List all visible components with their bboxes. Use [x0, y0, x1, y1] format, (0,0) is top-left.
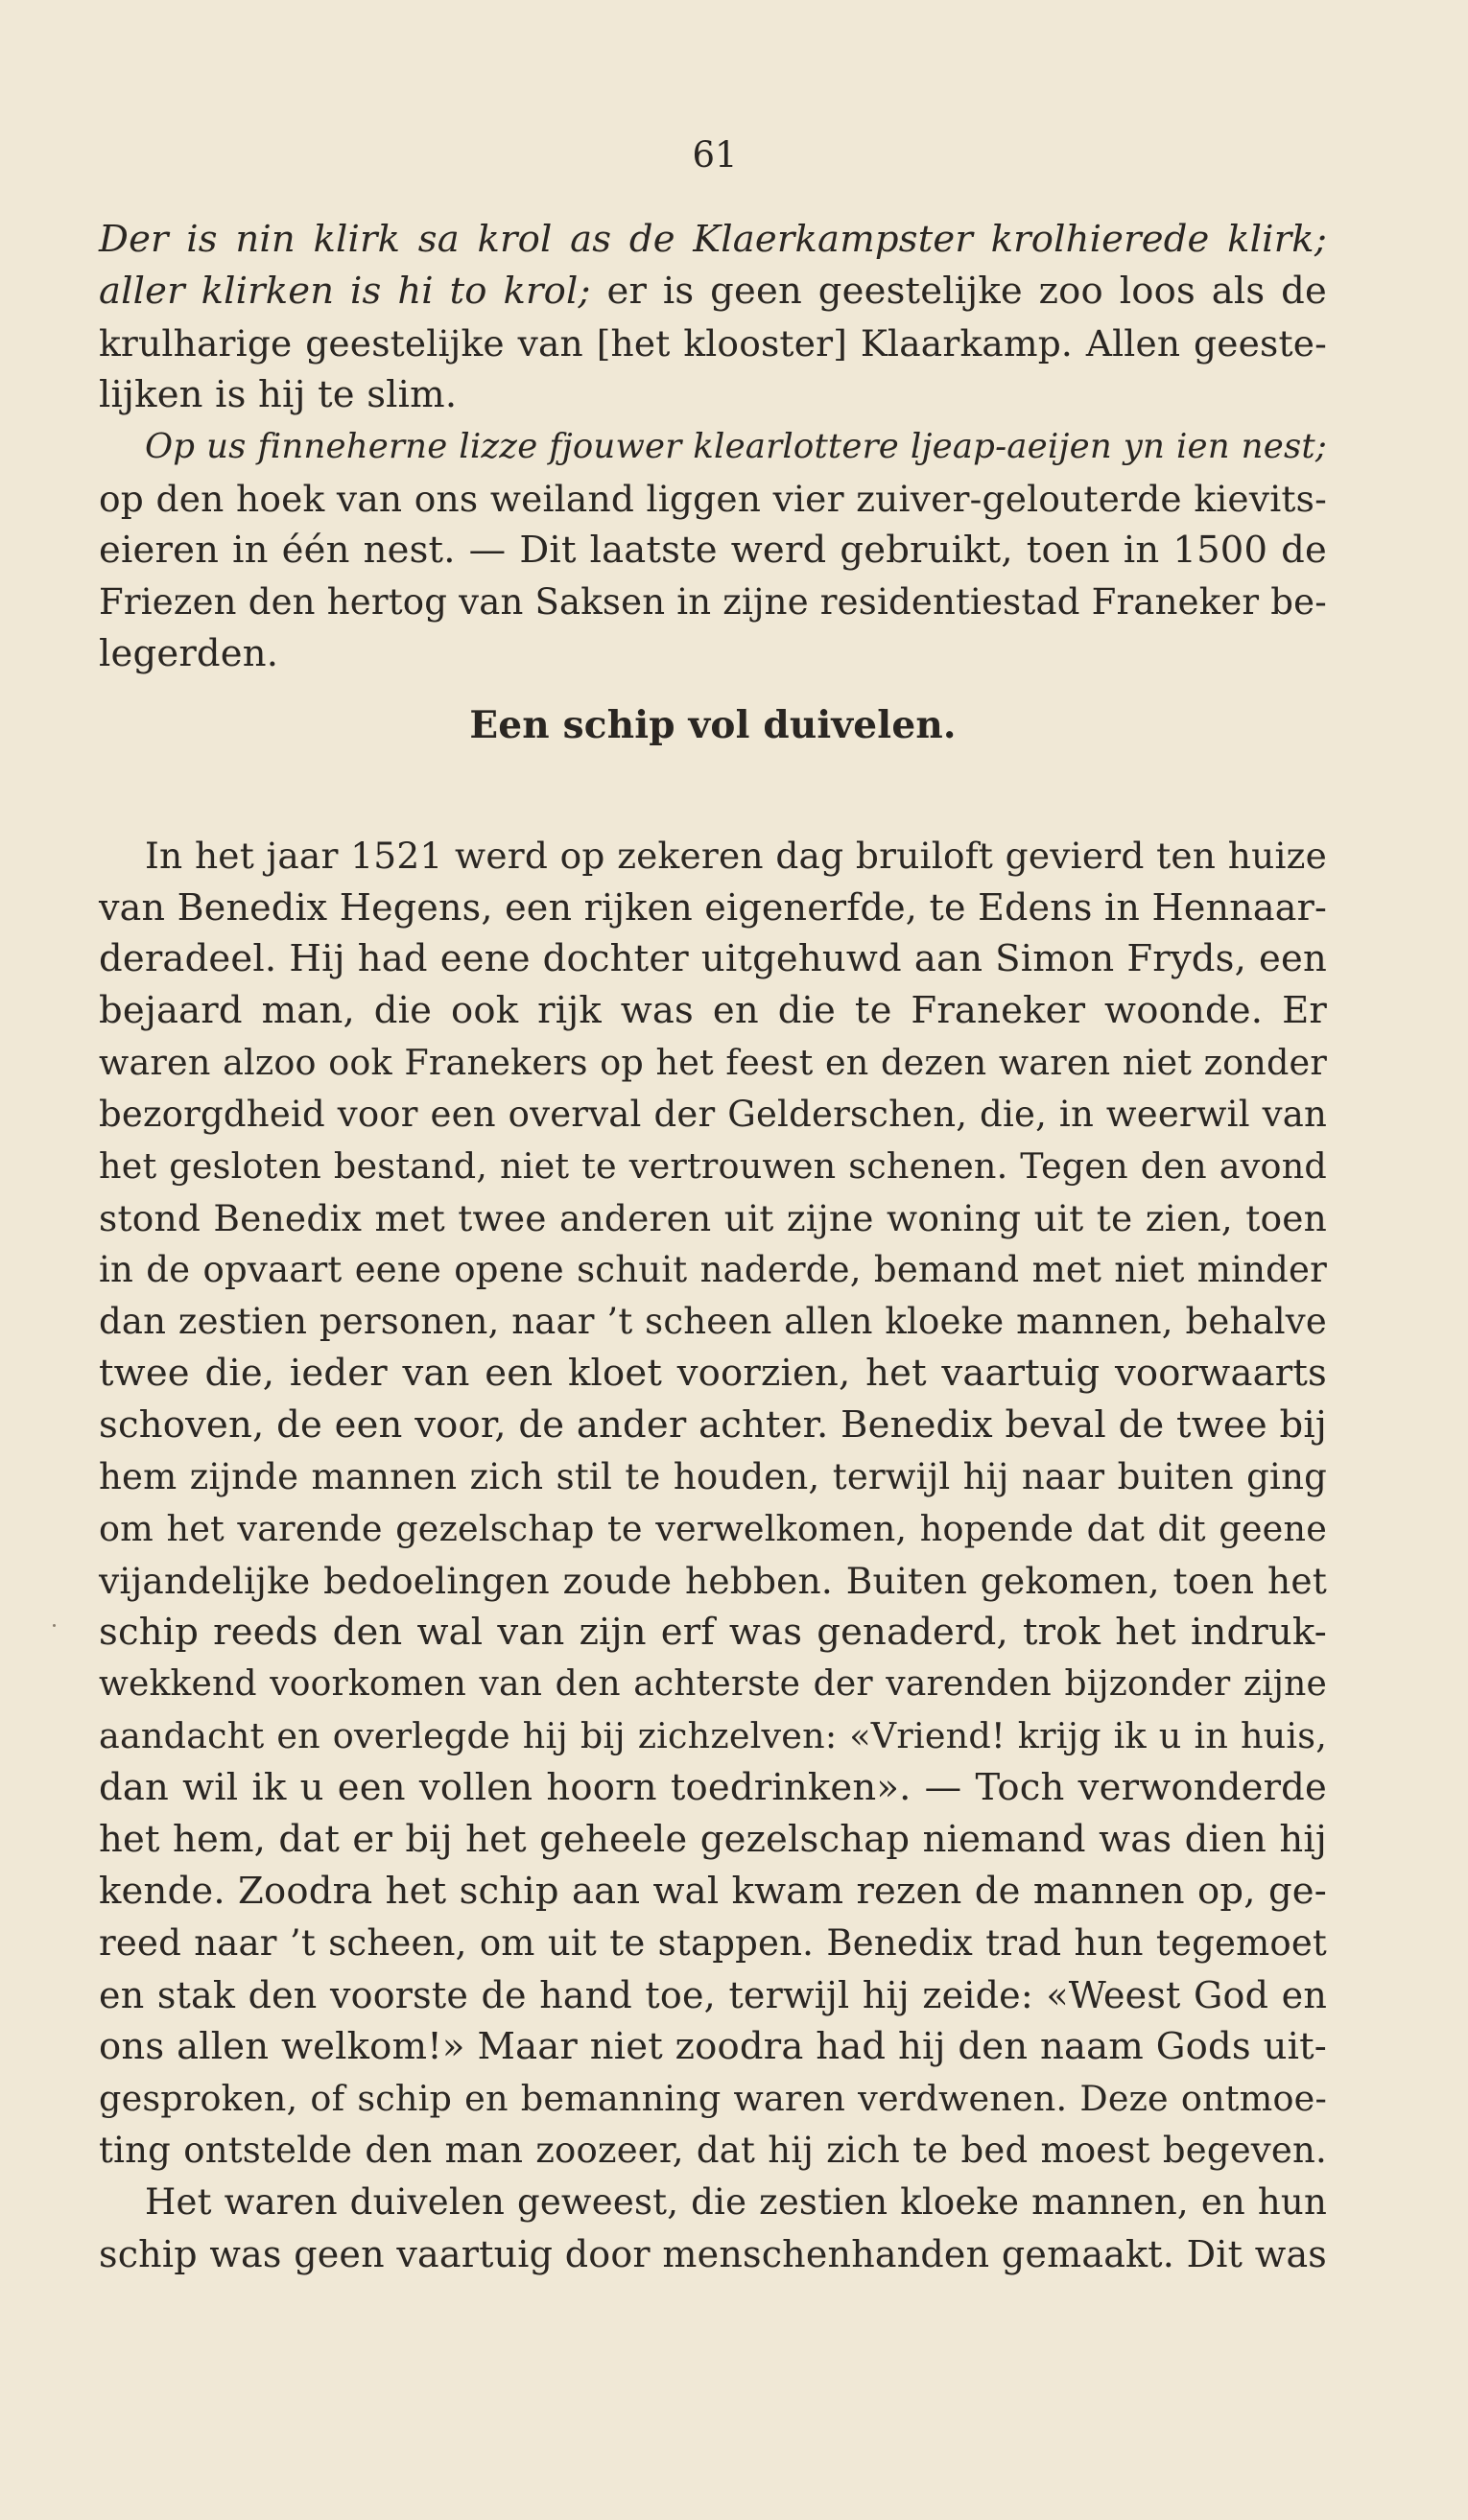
text-line: schoven, de een voor, de ander achter. Benedix beval de twee bij: [99, 1403, 1327, 1447]
text-line: het hem, dat er bij het geheele gezelschap niemand was dien hij: [99, 1818, 1327, 1861]
text-line: en stak den voorste de hand toe, terwijl hij zeide: «Weest God en: [99, 1974, 1327, 2016]
page-text: [99, 214, 1327, 2280]
text-line: dan zestien personen, naar ’t scheen allen kloeke mannen, behalve: [99, 1301, 1327, 1342]
margin-mark: [53, 1624, 56, 1627]
text-line: ting ontstelde den man zoozeer, dat hij zich te bed moest begeven.: [99, 2130, 1327, 2171]
text-line: wekkend voorkomen van den achterste der varenden bijzonder zijne: [99, 1664, 1327, 1704]
text-line: bejaard man, die ook rijk was en die te Franeker woonde. Er: [99, 989, 1327, 1032]
translation-start: er is geen geestelijke zoo loos als de: [590, 270, 1328, 313]
text-line: reed naar ’t scheen, om uit te stappen. Benedix trad hun tegemoet: [99, 1922, 1327, 1964]
text-line: gesproken, of schip en bemanning waren verdwenen. Deze ontmoe-: [99, 2078, 1327, 2119]
text-line: vijandelijke bedoelingen zoude hebben. Buiten gekomen, toen het: [99, 1560, 1327, 1602]
text-line: legerden.: [99, 632, 279, 675]
text-line: krulharige geestelijke van [het klooster] Klaarkamp. Allen geeste-: [99, 322, 1327, 365]
text-line: twee die, ieder van een kloet voorzien, het vaartuig voorwaarts: [99, 1352, 1327, 1395]
paragraph-3: [99, 830, 1327, 2177]
text-line: stond Benedix met twee anderen uit zijne woning uit te zien, toen: [99, 1197, 1327, 1239]
text-line: deradeel. Hij had eene dochter uitgehuwd aan Simon Fryds, een: [99, 937, 1327, 980]
text-line: in de opvaart eene opene schuit naderde, bemand met niet minder: [99, 1249, 1327, 1290]
section-title: Een schip vol duivelen.: [469, 703, 957, 747]
text-line: [99, 214, 1327, 266]
text-line: kende. Zoodra het schip aan wal kwam rezen de mannen op, ge-: [99, 1870, 1327, 1913]
text-line: Friezen den hertog van Saksen in zijne residentiestad Franeker be-: [99, 581, 1327, 623]
frisian-saying: Op us finneherne lizze fjouwer klearlottere ljeap-aeijen yn ien nest;: [145, 427, 1327, 466]
text-line: ons allen welkom!» Maar niet zoodra had hij den naam Gods uit-: [99, 2025, 1327, 2068]
text-line: schip was geen vaartuig door menschenhanden gemaakt. Dit was: [99, 2233, 1327, 2275]
page-number: 61: [692, 134, 738, 176]
text-line: om het varende gezelschap te verwelkomen, hopende dat dit geene: [99, 1508, 1327, 1549]
text-line: bezorgdheid voor een overval der Gelderschen, die, in weerwil van: [99, 1094, 1327, 1135]
text-line: In het jaar 1521 werd op zekeren dag bruiloft gevierd ten huize: [145, 835, 1327, 877]
frisian-saying-end: aller klirken is hi to krol;: [99, 270, 591, 313]
text-line: dan wil ik u een vollen hoorn toedrinken». — Toch verwonderde: [99, 1766, 1327, 1809]
text-line: lijken is hij te slim.: [99, 373, 458, 416]
text-line: aandacht en overlegde hij bij zichzelven: «Vriend! krijg ik u in huis,: [99, 1715, 1327, 1756]
paragraph-4: [99, 2177, 1327, 2280]
text-line: [99, 266, 1327, 318]
text-line: het gesloten bestand, niet te vertrouwen schenen. Tegen den avond: [99, 1145, 1327, 1187]
text-line: Het waren duivelen geweest, die zestien kloeke mannen, en hun: [145, 2181, 1327, 2223]
frisian-saying: Der is nin klirk sa krol as de Klaerkampster krolhierede klirk;: [99, 218, 1327, 261]
text-line: op den hoek van ons weiland liggen vier zuiver-gelouterde kievits-: [99, 478, 1327, 520]
text-line: waren alzoo ook Franekers op het feest en dezen waren niet zonder: [99, 1042, 1327, 1083]
text-line: van Benedix Hegens, een rijken eigenerfde, te Edens in Hennaar-: [99, 886, 1327, 929]
text-line: hem zijnde mannen zich stil te houden, terwijl hij naar buiten ging: [99, 1456, 1327, 1497]
text-line: eieren in één nest. — Dit laatste werd gebruikt, toen in 1500 de: [99, 529, 1327, 572]
text-line: schip reeds den wal van zijn erf was genaderd, trok het indruk-: [99, 1611, 1327, 1654]
